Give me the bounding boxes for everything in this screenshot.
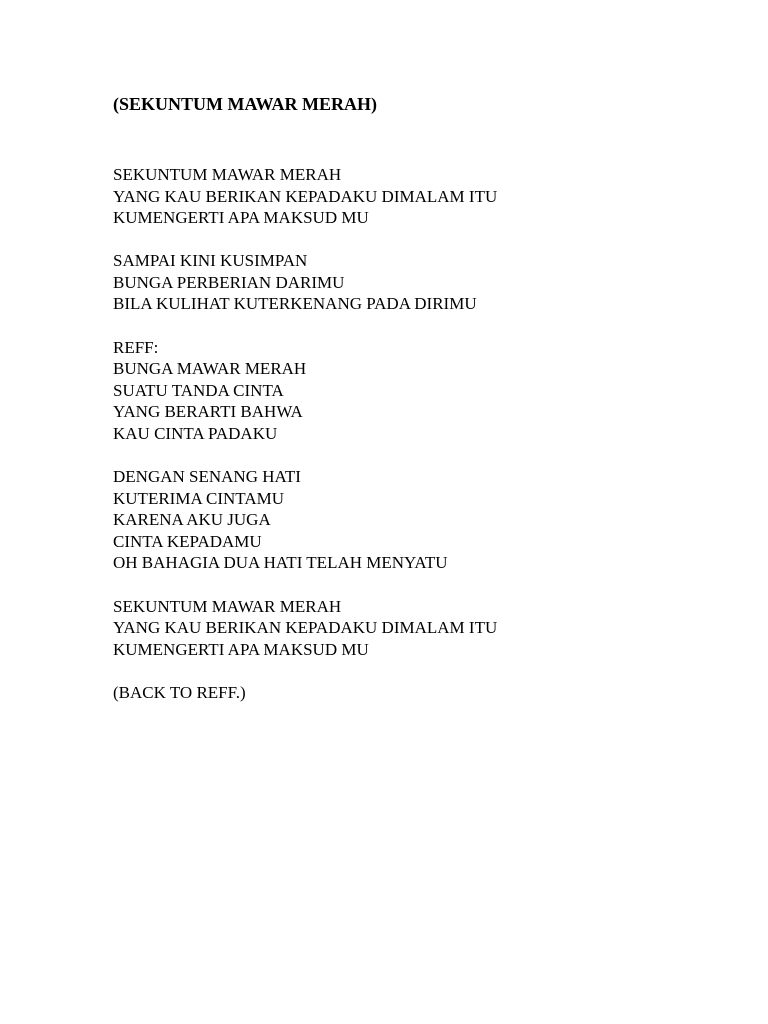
stanza-verse-1 [113, 164, 733, 229]
lyric-line: YANG KAU BERIKAN KEPADAKU DIMALAM ITU [113, 186, 498, 206]
back-to-reff-note: (BACK TO REFF.) [113, 682, 246, 702]
lyric-line: SEKUNTUM MAWAR MERAH [113, 596, 342, 616]
lyric-line: KARENA AKU JUGA [113, 510, 271, 530]
stanza-verse-3 [113, 466, 733, 574]
lyric-line: KAU CINTA PADAKU [113, 423, 278, 443]
lyric-line: OH BAHAGIA DUA HATI TELAH MENYATU [113, 553, 448, 573]
lyric-line: YANG KAU BERIKAN KEPADAKU DIMALAM ITU [113, 618, 498, 638]
lyric-line: BUNGA PERBERIAN DARIMU [113, 272, 345, 292]
document-page [113, 93, 733, 703]
lyric-line: YANG BERARTI BAHWA [113, 402, 303, 422]
stanza-refrain [113, 337, 733, 445]
refrain-label: REFF: [113, 337, 159, 357]
stanza-verse-2 [113, 250, 733, 315]
song-title: (SEKUNTUM MAWAR MERAH) [113, 94, 377, 114]
lyric-line: SEKUNTUM MAWAR MERAH [113, 165, 342, 184]
lyric-line: DENGAN SENANG HATI [113, 467, 301, 487]
lyric-line: BILA KULIHAT KUTERKENANG PADA DIRIMU [113, 294, 477, 314]
lyric-line: CINTA KEPADAMU [113, 531, 262, 551]
lyric-line: SUATU TANDA CINTA [113, 380, 284, 400]
stanza-back-to-reff [113, 682, 733, 704]
lyric-line: KUMENGERTI APA MAKSUD MU [113, 208, 369, 228]
lyric-line: SAMPAI KINI KUSIMPAN [113, 251, 308, 271]
lyric-line: KUMENGERTI APA MAKSUD MU [113, 639, 369, 659]
lyric-line: BUNGA MAWAR MERAH [113, 359, 307, 379]
lyric-line: KUTERIMA CINTAMU [113, 488, 284, 508]
stanza-verse-4 [113, 596, 733, 661]
